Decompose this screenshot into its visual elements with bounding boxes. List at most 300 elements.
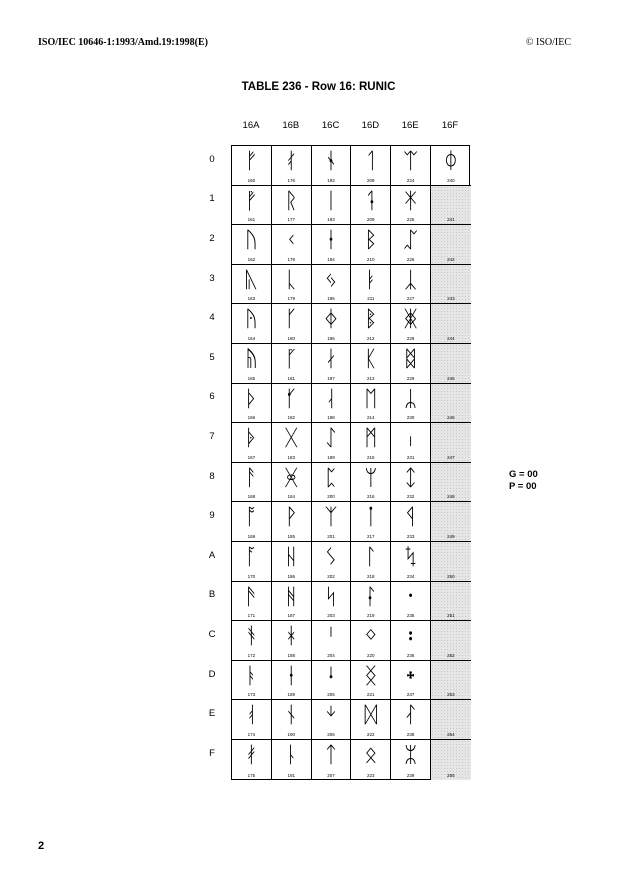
decimal-code: 200 xyxy=(327,494,335,500)
rune-glyph: ᛛ xyxy=(364,584,378,610)
decimal-code: 225 xyxy=(406,217,415,223)
decimal-code: 202 xyxy=(327,573,335,579)
character-cell xyxy=(232,265,272,305)
rune-glyph: ᚳ xyxy=(284,267,298,293)
column-header: 16B xyxy=(282,120,300,131)
character-cell xyxy=(272,661,312,701)
character-cell xyxy=(232,502,272,542)
decimal-code: 215 xyxy=(367,454,375,460)
rune-glyph: ᚫ xyxy=(244,584,258,610)
rune-glyph: ᚤ xyxy=(244,307,258,333)
decimal-code: 167 xyxy=(247,454,256,460)
rune-glyph: ᚣ xyxy=(244,267,258,293)
rune-glyph: ᛅ xyxy=(324,347,338,372)
rune-glyph: ᚸ xyxy=(284,465,298,491)
rune-glyph xyxy=(431,425,471,453)
column-header: 16E xyxy=(401,120,419,131)
decimal-code: 242 xyxy=(447,256,455,262)
rune-glyph: ᛕ xyxy=(364,347,378,372)
character-cell xyxy=(351,423,391,463)
decimal-code: 177 xyxy=(287,217,295,223)
character-cell xyxy=(351,384,391,424)
decimal-code: 217 xyxy=(367,533,375,539)
decimal-code: 219 xyxy=(367,613,375,619)
rune-glyph xyxy=(431,386,471,414)
decimal-code: 234 xyxy=(406,573,415,579)
character-cell xyxy=(312,186,352,226)
rune-glyph: ᚬ xyxy=(244,624,258,650)
character-cell xyxy=(312,700,352,740)
rune-glyph: ᛙ xyxy=(364,505,378,531)
rune-glyph xyxy=(431,465,471,493)
decimal-code: 255 xyxy=(447,772,455,778)
character-cell xyxy=(351,700,391,740)
rune-glyph: ᚩ xyxy=(244,505,258,531)
character-cell xyxy=(272,384,312,424)
decimal-code: 181 xyxy=(287,375,295,381)
rune-glyph xyxy=(431,702,471,730)
decimal-code: 185 xyxy=(287,533,295,539)
column-header: 16D xyxy=(361,120,380,131)
decimal-code: 227 xyxy=(406,296,415,302)
row-header: C xyxy=(208,629,216,640)
rune-glyph: ᛇ xyxy=(324,426,338,452)
column-header: 16C xyxy=(321,120,340,131)
decimal-code: 250 xyxy=(447,573,455,579)
rune-glyph: ᛗ xyxy=(364,426,378,452)
character-cell xyxy=(312,384,352,424)
rune-glyph xyxy=(431,663,471,691)
rune-glyph: ᚹ xyxy=(284,505,298,531)
decimal-code: 176 xyxy=(287,177,295,183)
decimal-code: 168 xyxy=(247,494,256,500)
plane-label: P = 00 xyxy=(509,481,537,492)
decimal-code: 182 xyxy=(287,415,295,421)
character-cell xyxy=(351,661,391,701)
decimal-code: 170 xyxy=(247,573,256,579)
character-cell xyxy=(232,463,272,503)
row-header: B xyxy=(208,589,216,601)
character-cell xyxy=(391,700,431,740)
rune-glyph: ᛯ xyxy=(403,743,418,768)
rune-glyph: ᚧ xyxy=(244,426,258,452)
character-cell xyxy=(272,146,312,186)
rune-glyph: ᛭ xyxy=(403,663,418,689)
character-cell xyxy=(272,265,312,305)
decimal-code: 195 xyxy=(327,296,335,302)
rune-glyph: ᛈ xyxy=(324,465,338,491)
rune-glyph: ᚰ xyxy=(284,149,298,174)
character-cell xyxy=(312,344,352,384)
decimal-code: 187 xyxy=(287,613,295,619)
decimal-code: 183 xyxy=(287,454,295,460)
rune-glyph: ᛌ xyxy=(324,624,338,650)
character-cell xyxy=(391,423,431,463)
rune-glyph: ᚢ xyxy=(244,228,258,254)
decimal-code: 210 xyxy=(367,256,375,262)
rune-glyph xyxy=(431,306,471,334)
decimal-code: 164 xyxy=(247,335,256,341)
character-cell xyxy=(391,225,431,265)
unassigned-cell xyxy=(431,582,471,622)
rune-glyph: ᛉ xyxy=(324,505,338,531)
decimal-code: 244 xyxy=(447,335,455,341)
character-cell xyxy=(391,661,431,701)
row-header: 5 xyxy=(209,351,215,363)
decimal-code: 237 xyxy=(406,692,415,698)
decimal-code: 188 xyxy=(287,652,295,658)
character-cell xyxy=(351,463,391,503)
character-cell xyxy=(312,740,352,780)
decimal-code: 223 xyxy=(367,772,375,778)
character-cell xyxy=(312,582,352,622)
decimal-code: 243 xyxy=(447,296,455,302)
decimal-code: 160 xyxy=(247,177,256,183)
rune-glyph xyxy=(431,504,471,532)
decimal-code: 203 xyxy=(327,613,335,619)
decimal-code: 226 xyxy=(406,256,415,262)
decimal-code: 249 xyxy=(447,533,455,539)
character-cell xyxy=(391,463,431,503)
rune-glyph: ᛧ xyxy=(403,426,418,452)
character-cell xyxy=(351,146,391,186)
decimal-code: 178 xyxy=(287,256,295,262)
decimal-code: 191 xyxy=(287,772,295,778)
character-cell xyxy=(312,225,352,265)
decimal-code: 186 xyxy=(287,573,295,579)
decimal-code: 247 xyxy=(447,454,455,460)
rune-glyph: ᛠ xyxy=(403,149,418,174)
character-cell xyxy=(351,582,391,622)
rune-glyph: ᛫ xyxy=(403,584,418,610)
decimal-code: 216 xyxy=(367,494,375,500)
character-cell xyxy=(351,225,391,265)
row-header: A xyxy=(208,549,216,561)
column-header: 16A xyxy=(242,120,260,131)
code-chart-grid xyxy=(231,145,470,780)
character-cell xyxy=(312,423,352,463)
character-cell xyxy=(391,146,431,186)
rune-glyph: ᛖ xyxy=(364,386,378,412)
rune-glyph: ᚼ xyxy=(284,624,298,650)
rune-glyph xyxy=(431,188,471,216)
decimal-code: 221 xyxy=(367,692,375,698)
rune-glyph: ᛜ xyxy=(364,624,378,650)
decimal-code: 233 xyxy=(406,533,415,539)
rune-glyph: ᛥ xyxy=(403,347,418,372)
rune-glyph xyxy=(431,267,471,295)
character-cell xyxy=(351,502,391,542)
character-cell xyxy=(232,384,272,424)
decimal-code: 193 xyxy=(327,217,335,223)
decimal-code: 251 xyxy=(447,613,455,619)
unassigned-cell xyxy=(431,700,471,740)
decimal-code: 199 xyxy=(327,454,335,460)
rune-glyph xyxy=(431,623,471,651)
rune-glyph: ᚡ xyxy=(244,188,258,214)
decimal-code: 207 xyxy=(327,772,335,778)
unassigned-cell xyxy=(431,542,471,582)
rune-glyph xyxy=(431,346,471,374)
rune-glyph: ᚮ xyxy=(244,703,258,729)
decimal-code: 163 xyxy=(247,296,256,302)
decimal-code: 232 xyxy=(406,494,415,500)
rune-glyph: ᛚ xyxy=(364,545,378,570)
unassigned-cell xyxy=(431,621,471,661)
decimal-code: 230 xyxy=(406,415,415,421)
rune-glyph: ᚾ xyxy=(284,703,298,729)
row-header: E xyxy=(208,708,216,720)
character-cell xyxy=(272,344,312,384)
rune-glyph: ᛃ xyxy=(324,267,338,293)
character-cell xyxy=(272,700,312,740)
rune-glyph: ᚵ xyxy=(284,347,298,372)
character-cell xyxy=(312,463,352,503)
decimal-code: 239 xyxy=(406,772,415,778)
character-cell xyxy=(312,304,352,344)
rune-glyph: ᛨ xyxy=(403,465,418,491)
rune-glyph: ᚿ xyxy=(284,743,298,768)
unassigned-cell xyxy=(431,463,471,503)
character-cell xyxy=(351,740,391,780)
character-cell xyxy=(391,582,431,622)
decimal-code: 224 xyxy=(406,177,415,183)
character-cell xyxy=(351,621,391,661)
rune-glyph: ᚭ xyxy=(244,663,258,689)
rune-glyph: ᛒ xyxy=(364,228,378,254)
row-header: 8 xyxy=(209,470,215,482)
decimal-code: 171 xyxy=(247,613,256,619)
decimal-code: 194 xyxy=(327,256,335,262)
decimal-code: 190 xyxy=(287,731,295,737)
unassigned-cell xyxy=(431,344,471,384)
character-cell xyxy=(351,344,391,384)
rune-glyph: ᛰ xyxy=(444,149,458,174)
row-header: 7 xyxy=(209,431,215,442)
document-header-id: ISO/IEC 10646-1:1993/Amd.19:1998(E) xyxy=(38,37,209,48)
character-cell xyxy=(272,186,312,226)
rune-glyph: ᛏ xyxy=(324,743,338,768)
decimal-code: 205 xyxy=(327,692,335,698)
character-cell xyxy=(272,740,312,780)
document-header-copyright: © ISO/IEC xyxy=(525,37,571,48)
rune-glyph: ᛎ xyxy=(324,703,338,729)
character-cell xyxy=(431,146,471,186)
character-cell xyxy=(232,423,272,463)
decimal-code: 248 xyxy=(447,494,455,500)
character-cell xyxy=(312,502,352,542)
rune-glyph: ᛣ xyxy=(403,267,418,293)
decimal-code: 175 xyxy=(247,772,256,778)
character-cell xyxy=(232,344,272,384)
character-cell xyxy=(232,542,272,582)
character-cell xyxy=(272,225,312,265)
decimal-code: 252 xyxy=(447,652,455,658)
rune-glyph: ᚠ xyxy=(244,149,258,174)
decimal-code: 212 xyxy=(367,335,375,341)
unassigned-cell xyxy=(431,384,471,424)
decimal-code: 228 xyxy=(406,335,415,341)
decimal-code: 180 xyxy=(287,335,295,341)
decimal-code: 220 xyxy=(367,652,375,658)
decimal-code: 204 xyxy=(327,652,335,658)
character-cell xyxy=(232,225,272,265)
character-cell xyxy=(232,304,272,344)
rune-glyph: ᚶ xyxy=(284,386,298,412)
decimal-code: 184 xyxy=(287,494,295,500)
decimal-code: 189 xyxy=(287,692,295,698)
decimal-code: 211 xyxy=(367,296,375,302)
group-label: G = 00 xyxy=(509,469,538,480)
decimal-code: 161 xyxy=(247,217,256,223)
character-cell xyxy=(312,265,352,305)
decimal-code: 179 xyxy=(287,296,295,302)
character-cell xyxy=(232,661,272,701)
unassigned-cell xyxy=(431,740,471,780)
rune-glyph: ᛬ xyxy=(403,624,418,650)
rune-glyph: ᛀ xyxy=(324,149,338,174)
row-header: 4 xyxy=(209,312,215,324)
character-cell xyxy=(272,502,312,542)
decimal-code: 174 xyxy=(247,731,256,737)
row-header: 3 xyxy=(209,272,215,284)
rune-glyph: ᚪ xyxy=(244,545,258,570)
rune-glyph: ᛓ xyxy=(364,267,378,293)
rune-glyph: ᛩ xyxy=(403,505,418,531)
decimal-code: 172 xyxy=(247,652,256,658)
character-cell xyxy=(232,146,272,186)
column-header: 16F xyxy=(441,120,459,131)
row-header: 9 xyxy=(209,510,215,522)
decimal-code: 209 xyxy=(367,217,375,223)
rune-glyph: ᛊ xyxy=(324,545,338,570)
table-title: TABLE 236 - Row 16: RUNIC xyxy=(241,81,396,93)
unassigned-cell xyxy=(431,265,471,305)
decimal-code: 169 xyxy=(247,533,256,539)
character-cell xyxy=(351,265,391,305)
rune-glyph: ᛁ xyxy=(324,188,338,214)
decimal-code: 214 xyxy=(367,415,375,421)
decimal-code: 218 xyxy=(367,573,375,579)
character-cell xyxy=(232,621,272,661)
rune-glyph: ᛦ xyxy=(403,386,418,412)
decimal-code: 231 xyxy=(406,454,415,460)
row-header: 2 xyxy=(209,233,215,244)
character-cell xyxy=(272,423,312,463)
decimal-code: 198 xyxy=(327,415,335,421)
rune-glyph: ᚽ xyxy=(284,663,298,689)
decimal-code: 162 xyxy=(247,256,256,262)
decimal-code: 206 xyxy=(327,731,335,737)
unassigned-cell xyxy=(431,502,471,542)
decimal-code: 246 xyxy=(447,415,455,421)
rune-glyph: ᛝ xyxy=(364,663,378,689)
row-header: F xyxy=(209,747,215,759)
decimal-code: 165 xyxy=(247,375,256,381)
character-cell xyxy=(232,740,272,780)
character-cell xyxy=(391,384,431,424)
rune-glyph: ᚥ xyxy=(244,347,258,372)
character-cell xyxy=(351,186,391,226)
character-cell xyxy=(272,463,312,503)
rune-glyph: ᛢ xyxy=(403,228,418,254)
rune-glyph: ᛂ xyxy=(324,228,338,254)
character-cell xyxy=(391,542,431,582)
character-cell xyxy=(272,621,312,661)
decimal-code: 173 xyxy=(247,692,256,698)
character-cell xyxy=(312,542,352,582)
rune-glyph: ᛡ xyxy=(403,188,418,214)
page-number: 2 xyxy=(38,840,45,852)
character-cell xyxy=(391,304,431,344)
character-cell xyxy=(391,265,431,305)
rune-glyph: ᛪ xyxy=(403,545,418,570)
rune-glyph: ᛞ xyxy=(364,703,378,729)
unassigned-cell xyxy=(431,661,471,701)
unassigned-cell xyxy=(431,225,471,265)
decimal-code: 208 xyxy=(367,177,375,183)
rune-glyph: ᚲ xyxy=(284,228,298,254)
decimal-code: 245 xyxy=(447,375,455,381)
rune-glyph: ᛋ xyxy=(324,584,338,610)
decimal-code: 197 xyxy=(327,375,335,381)
decimal-code: 229 xyxy=(406,375,415,381)
row-header: 6 xyxy=(209,391,215,403)
rune-glyph: ᚺ xyxy=(284,545,298,570)
rune-glyph xyxy=(431,227,471,255)
rune-glyph: ᚴ xyxy=(284,307,298,333)
rune-glyph: ᛍ xyxy=(324,663,338,689)
rune-glyph: ᚨ xyxy=(244,465,258,491)
unassigned-cell xyxy=(431,186,471,226)
character-cell xyxy=(272,582,312,622)
character-cell xyxy=(391,344,431,384)
decimal-code: 196 xyxy=(327,335,335,341)
rune-glyph: ᚦ xyxy=(244,386,258,412)
rune-glyph: ᚷ xyxy=(284,426,298,452)
decimal-code: 253 xyxy=(447,692,455,698)
rune-glyph: ᛟ xyxy=(364,743,378,768)
decimal-code: 240 xyxy=(447,177,455,183)
decimal-code: 254 xyxy=(447,731,455,737)
character-cell xyxy=(391,502,431,542)
rune-glyph xyxy=(431,742,471,770)
character-cell xyxy=(232,582,272,622)
decimal-code: 235 xyxy=(406,613,415,619)
character-cell xyxy=(391,740,431,780)
row-header: 1 xyxy=(209,193,215,205)
row-header: D xyxy=(208,668,216,680)
character-cell xyxy=(272,304,312,344)
decimal-code: 192 xyxy=(327,177,335,183)
rune-glyph: ᚻ xyxy=(284,584,298,610)
decimal-code: 201 xyxy=(327,533,335,539)
character-cell xyxy=(232,186,272,226)
rune-glyph: ᛆ xyxy=(324,386,338,412)
rune-glyph: ᛤ xyxy=(403,307,418,333)
rune-glyph: ᛔ xyxy=(364,307,378,333)
decimal-code: 166 xyxy=(247,415,256,421)
rune-glyph: ᛐ xyxy=(364,149,378,174)
character-cell xyxy=(391,621,431,661)
character-cell xyxy=(391,186,431,226)
character-cell xyxy=(312,621,352,661)
decimal-code: 241 xyxy=(447,217,455,223)
rune-glyph xyxy=(431,544,471,572)
rune-glyph: ᛄ xyxy=(324,307,338,333)
decimal-code: 236 xyxy=(406,652,415,658)
rune-glyph: ᛮ xyxy=(403,703,418,729)
